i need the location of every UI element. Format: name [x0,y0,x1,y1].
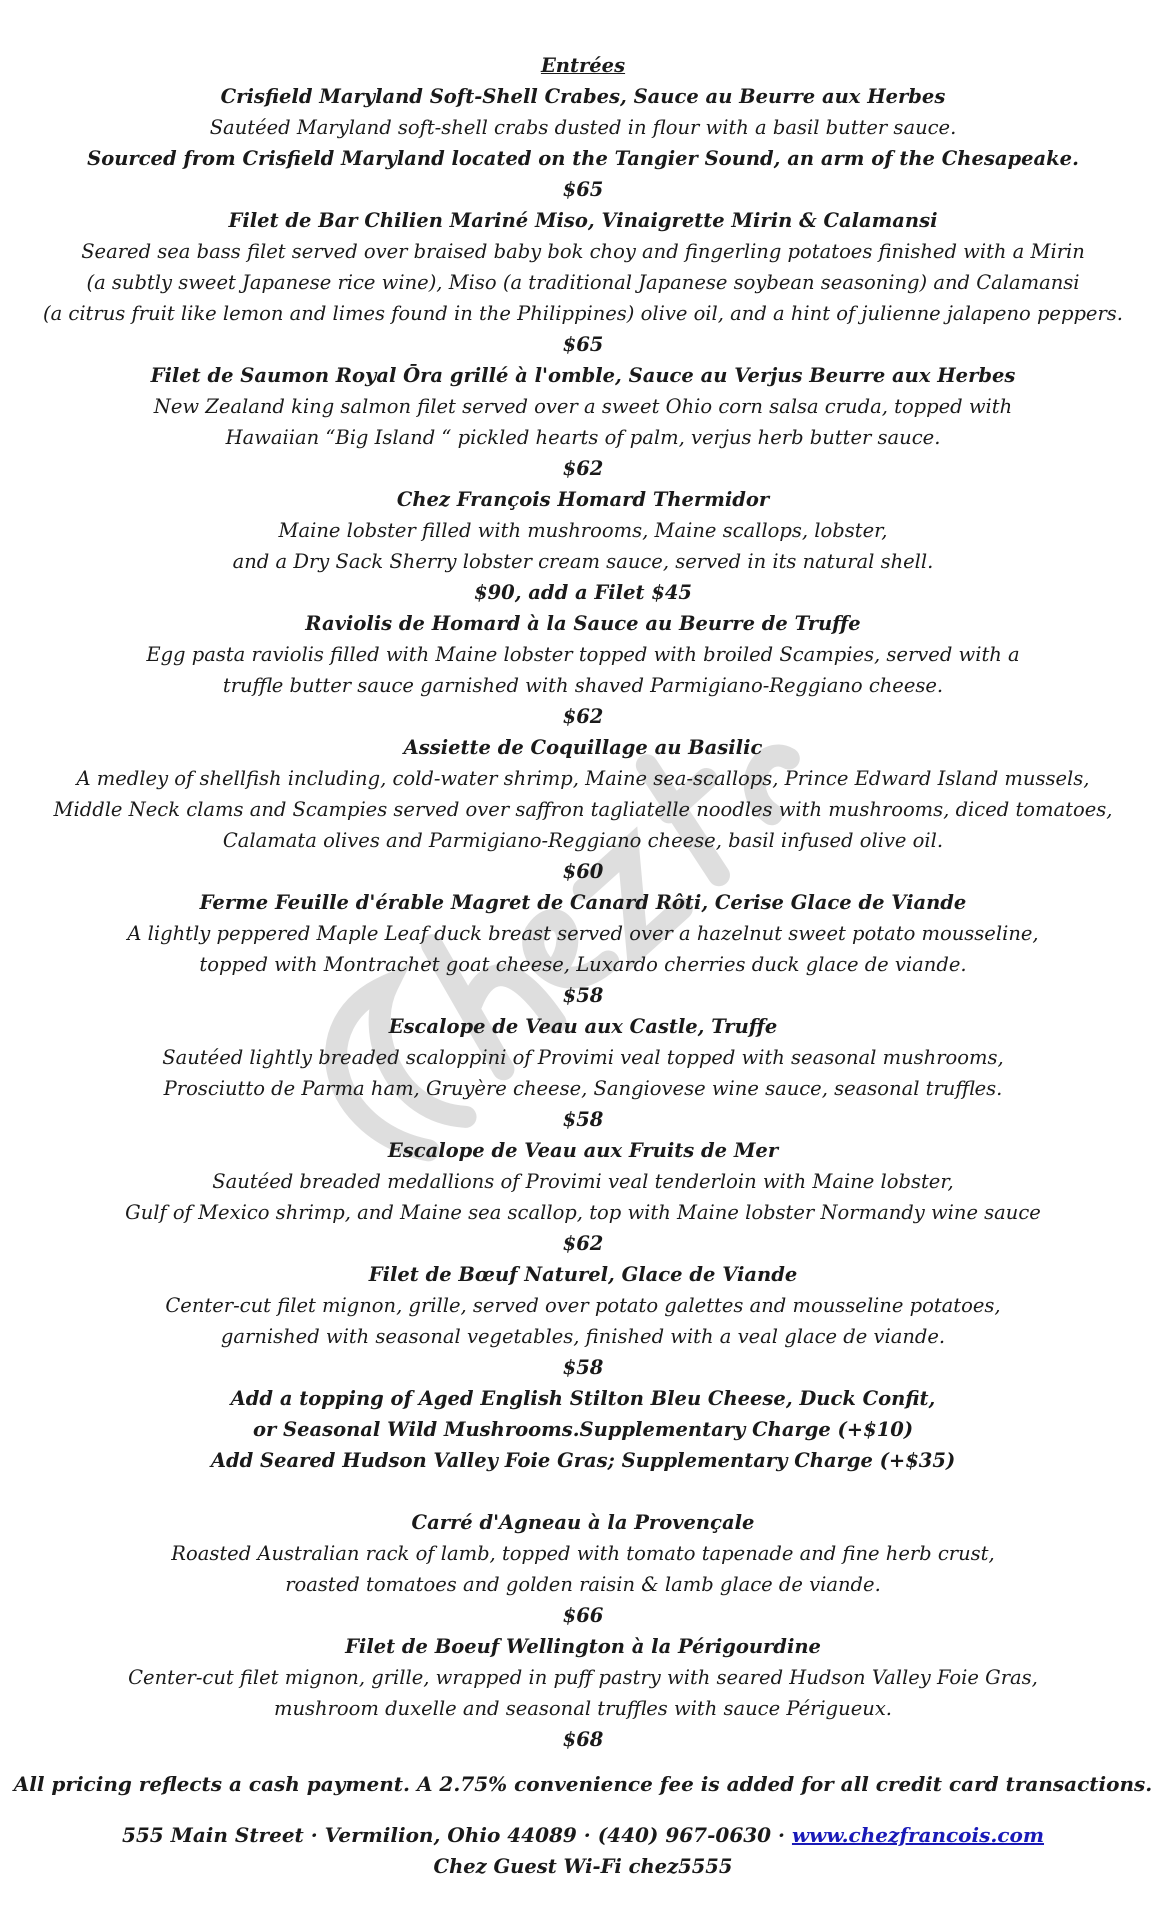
dish-name: Filet de Saumon Royal Ōra grillé à l'omble, Sauce au Verjus Beurre aux Herbes [150,364,1016,387]
dish-name: Filet de Bar Chilien Mariné Miso, Vinaigrette Mirin & Calamansi [228,209,938,232]
dish-description: roasted tomatoes and golden raisin & lamb glace de viande. [285,1573,881,1596]
dish-price: $62 [562,457,604,480]
dish-price: $58 [562,1108,604,1131]
dish-description: garnished with seasonal vegetables, finished with a veal glace de viande. [220,1325,946,1348]
dish-price: $62 [562,1232,604,1255]
dish-description: A medley of shellfish including, cold-water shrimp, Maine sea-scallops, Prince Edward Island mussels, [76,767,1090,790]
dish-description: Prosciutto de Parma ham, Gruyère cheese, Sangiovese wine sauce, seasonal truffles. [163,1077,1003,1100]
dish-name: Filet de Bœuf Naturel, Glace de Viande [368,1263,798,1286]
dish-description: A lightly peppered Maple Leaf duck breast served over a hazelnut sweet potato mousseline, [127,922,1039,945]
dish-description: Gulf of Mexico shrimp, and Maine sea scallop, top with Maine lobster Normandy wine sauce [125,1201,1041,1224]
dish-name: Ferme Feuille d'érable Magret de Canard Rôti, Cerise Glace de Viande [199,891,967,914]
dish-description: and a Dry Sack Sherry lobster cream sauce, served in its natural shell. [232,550,934,573]
dish-name: Crisfield Maryland Soft-Shell Crabes, Sauce au Beurre aux Herbes [220,85,946,108]
dish-name: Assiette de Coquillage au Basilic [403,736,763,759]
website-link[interactable]: www.chezfrancois.com [791,1823,1045,1847]
dish-description: New Zealand king salmon filet served over a sweet Ohio corn salsa cruda, topped with [153,395,1013,418]
dish-description: Hawaiian “Big Island “ pickled hearts of palm, verjus herb butter sauce. [225,426,941,449]
dish-description: Center-cut filet mignon, grille, served over potato galettes and mousseline potatoes, [165,1294,1001,1317]
dish-description: (a subtly sweet Japanese rice wine), Miso (a traditional Japanese soybean seasoning) and Calamansi [86,271,1080,294]
address-line [0,1820,1166,1851]
dish-description: mushroom duxelle and seasonal truffles with sauce Périgueux. [273,1697,893,1720]
dish-description: Seared sea bass filet served over braised baby bok choy and fingerling potatoes finished with a Mirin [81,240,1085,263]
dish-description: Maine lobster filled with mushrooms, Maine scallops, lobster, [278,519,888,542]
dish-name: Filet de Boeuf Wellington à la Périgourdine [345,1635,821,1658]
dish-price: $66 [562,1604,604,1627]
dish-description: Roasted Australian rack of lamb, topped with tomato tapenade and fine herb crust, [171,1542,995,1565]
dish-name: Escalope de Veau aux Castle, Truffe [388,1015,778,1038]
wifi-info: Chez Guest Wi-Fi chez5555 [433,1855,733,1878]
dish-name: Escalope de Veau aux Fruits de Mer [387,1139,779,1162]
dish-price: $65 [562,333,604,356]
dish-price: $60 [562,860,604,883]
dish-description: Middle Neck clams and Scampies served over saffron tagliatelle noodles with mushrooms, diced tomatoes, [53,798,1113,821]
dish-price: $62 [562,705,604,728]
dish-name: Chez François Homard Thermidor [396,488,770,511]
supplement-line: Add Seared Hudson Valley Foie Gras; Supplementary Charge (+$35) [210,1449,956,1472]
dish-description: Calamata olives and Parmigiano-Reggiano cheese, basil infused olive oil. [222,829,944,852]
dish-description: Sautéed Maryland soft-shell crabs dusted in flour with a basil butter sauce. [209,116,957,139]
address-text: 555 Main Street · Vermilion, Ohio 44089 · (440) 967-0630 · [121,1823,792,1847]
dish-description: Egg pasta raviolis filled with Maine lobster topped with broiled Scampies, served with a [146,643,1020,666]
dish-description: Sautéed lightly breaded scaloppini of Provimi veal topped with seasonal mushrooms, [162,1046,1004,1069]
section-title-entrees: Entrées [540,54,626,77]
dish-note: Sourced from Crisfield Maryland located on the Tangier Sound, an arm of the Chesapeake. [87,147,1079,170]
supplement-line: or Seasonal Wild Mushrooms.Supplementary Charge (+$10) [252,1418,914,1441]
spacer [0,1476,1166,1507]
dish-description: (a citrus fruit like lemon and limes found in the Philippines) olive oil, and a hint of julienne jalapeno peppers. [42,302,1124,325]
dish-description: Sautéed breaded medallions of Provimi veal tenderloin with Maine lobster, [212,1170,954,1193]
dish-name: Raviolis de Homard à la Sauce au Beurre de Truffe [305,612,861,635]
dish-price: $90, add a Filet $45 [474,581,692,604]
menu-page [0,50,1166,1882]
supplement-line: Add a topping of Aged English Stilton Bleu Cheese, Duck Confit, [230,1387,936,1410]
dish-description: truffle butter sauce garnished with shaved Parmigiano-Reggiano cheese. [222,674,944,697]
dish-name: Carré d'Agneau à la Provençale [411,1511,755,1534]
dish-price: $68 [562,1728,604,1751]
dish-description: Center-cut filet mignon, grille, wrapped in puff pastry with seared Hudson Valley Foie Gras, [128,1666,1038,1689]
payment-notice: All pricing reflects a cash payment. A 2.75% convenience fee is added for all credit card transactions. [13,1772,1153,1796]
dish-price: $65 [562,178,604,201]
dish-price: $58 [562,984,604,1007]
dish-price: $58 [562,1356,604,1379]
dish-description: topped with Montrachet goat cheese, Luxardo cherries duck glace de viande. [199,953,967,976]
